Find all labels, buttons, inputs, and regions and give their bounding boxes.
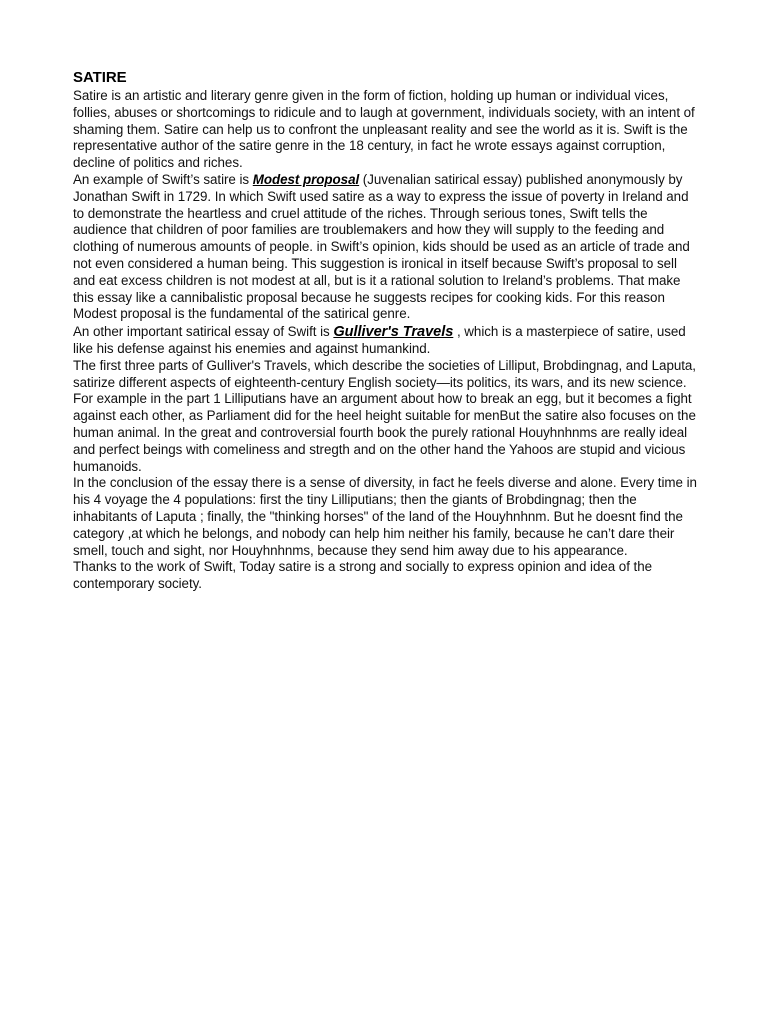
paragraph-conclusion: In the conclusion of the essay there is a sense of diversity, in fact he feels diverse and alone. Every time in his 4 voyage the 4 populations: first the tiny Lilliputians; then the giants of Brobdingnag; then the inhabitants of Laputa ; finally, the "thinking horses" of the land of the Houyhnhnm. But he doesnt find the category ,at which he belongs, and nobody can help him neither his family, because he can’t dare their smell, touch and sight, nor Houyhnhnms, because they send him away due to his appearance. <box>73 475 697 558</box>
gullivers-travels-title: Gulliver's Travels <box>333 324 454 341</box>
paragraph-gullivers-travels <box>73 324 698 358</box>
paragraph-text: , which is a masterpiece of satire, used like his defense against his enemies and against humankind. <box>73 324 686 356</box>
modest-proposal-title: Modest proposal <box>252 171 360 187</box>
paragraph-closing: Thanks to the work of Swift, Today satire is a strong and socially to express opinion and idea of the contemporary society. <box>73 559 653 592</box>
document-title: SATIRE <box>73 69 127 86</box>
paragraph-text: An example of Swift’s satire is <box>73 171 253 187</box>
paragraph-intro: Satire is an artistic and literary genre given in the form of fiction, holding up human or individual vices, follies, abuses or shortcomings to ridicule and to laugh at government, individuals society, with an intent of shaming them. Satire can help us to confront the unpleasant reality and see the world as it is. Swift is the representative author of the satire genre in the 18 century, in fact he wrote essays against corruption, decline of politics and riches. <box>73 88 695 171</box>
paragraph-text: An other important satirical essay of Swift is <box>73 324 334 340</box>
paragraph-text: (Juvenalian satirical essay) published anonymously by Jonathan Swift in 1729. In which Swift used satire as a way to express the issue of poverty in Ireland and to demonstrate the heartless and cruel attitude of the riches. Through serious tones, Swift tells the audience that children of poor families are troublemakers and how they will supply to the feeding and clothing of numerous amounts of people. in Swift’s opinion, kids should be used as an article of trade and not even considered a human being. This suggestion is ironical in itself because Swift’s proposal to sell and eat excess children is not modest at all, but is it a rational solution to Ireland’s problems. That make this essay like a cannibalistic proposal because he suggests recipes for cooking kids. For this reason Modest proposal is the fundamental of the satirical genre. <box>73 171 690 322</box>
paragraph-first-three-parts: The first three parts of Gulliver's Travels, which describe the societies of Lilliput, Brobdingnag, and Laputa, satirize different aspects of eighteenth-century English society—its politics, its wars, and its new science. For example in the part 1 Lilliputians have an argument about how to break an egg, but it becomes a fight against each other, as Parliament did for the heel height suitable for menBut the satire also focuses on the human animal. In the great and controversial fourth book the purely rational Houyhnhnms are really ideal and perfect beings with comeliness and stregth and on the other hand the Yahoos are stupid and vicious humanoids. <box>73 357 696 474</box>
paragraph-modest-proposal <box>73 172 698 323</box>
document-page <box>73 68 698 593</box>
